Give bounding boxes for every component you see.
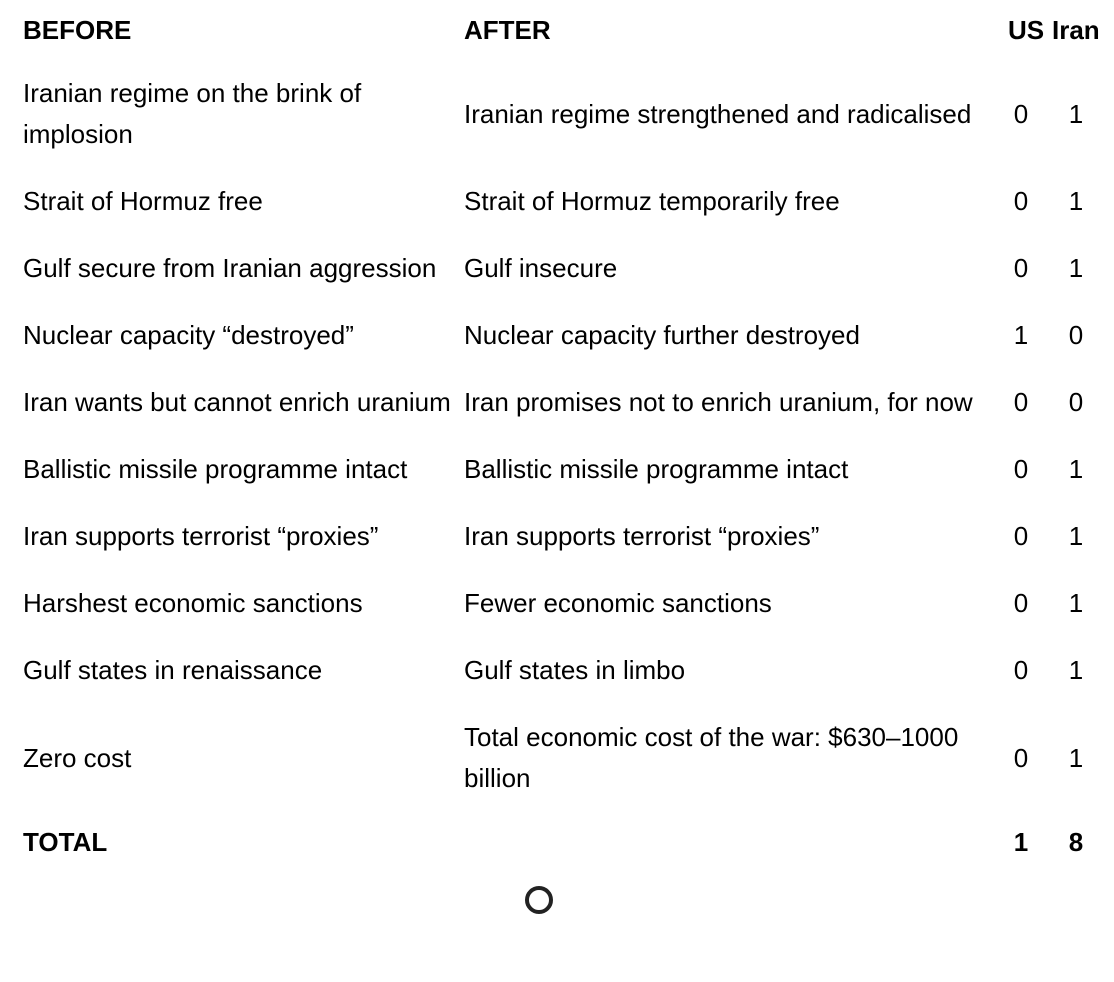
before-cell: Harshest economic sanctions — [23, 588, 363, 618]
total-row — [12, 812, 1106, 873]
header-iran: Iran — [1052, 14, 1100, 45]
comparison-table — [12, 0, 1106, 873]
after-cell: Strait of Hormuz temporarily free — [464, 186, 840, 216]
before-cell: Nuclear capacity “destroyed” — [23, 320, 354, 350]
circle-cursor-icon — [525, 886, 553, 914]
header-before: BEFORE — [23, 14, 132, 45]
iran-score-cell: 0 — [1068, 387, 1084, 417]
after-cell: Iran promises not to enrich uranium, for now — [464, 387, 973, 417]
before-cell: Gulf secure from Iranian aggression — [23, 253, 437, 283]
us-score-cell: 0 — [1013, 454, 1029, 484]
us-score-cell: 0 — [1013, 253, 1029, 283]
before-cell: Iran wants but cannot enrich uranium — [23, 387, 451, 417]
before-cell: Iran supports terrorist “proxies” — [23, 521, 379, 551]
after-cell: Total economic cost of the war: $630–1000 billion — [464, 722, 959, 793]
us-score-cell: 0 — [1013, 521, 1029, 551]
header-us: US — [1008, 14, 1045, 45]
table-row — [12, 60, 1106, 168]
after-cell: Nuclear capacity further destroyed — [464, 320, 860, 350]
table-row — [12, 503, 1106, 570]
table-row — [12, 168, 1106, 235]
after-cell: Fewer economic sanctions — [464, 588, 772, 618]
iran-score-cell: 1 — [1068, 742, 1084, 773]
iran-score-cell: 1 — [1068, 253, 1084, 283]
us-score-cell: 0 — [1013, 98, 1029, 129]
iran-score-cell: 1 — [1068, 521, 1084, 551]
iran-score-cell: 1 — [1068, 655, 1084, 685]
us-score-cell: 0 — [1013, 742, 1029, 773]
after-cell: Iran supports terrorist “proxies” — [464, 521, 820, 551]
total-label: TOTAL — [23, 827, 108, 857]
before-cell: Zero cost — [23, 742, 132, 773]
us-score-cell: 0 — [1013, 387, 1029, 417]
us-score-cell: 0 — [1013, 655, 1029, 685]
header-row — [12, 0, 1106, 60]
total-iran-score: 8 — [1068, 827, 1084, 857]
before-cell: Strait of Hormuz free — [23, 186, 263, 216]
table-row — [12, 235, 1106, 302]
iran-score-cell: 1 — [1068, 588, 1084, 618]
table-row — [12, 704, 1106, 812]
before-cell: Gulf states in renaissance — [23, 655, 323, 685]
iran-score-cell: 1 — [1068, 454, 1084, 484]
iran-score-cell: 1 — [1068, 186, 1084, 216]
us-score-cell: 0 — [1013, 588, 1029, 618]
before-cell: Ballistic missile programme intact — [23, 454, 408, 484]
table-row — [12, 369, 1106, 436]
table-row — [12, 302, 1106, 369]
after-cell: Gulf states in limbo — [464, 655, 686, 685]
after-cell: Ballistic missile programme intact — [464, 454, 849, 484]
before-cell: Iranian regime on the brink of implosion — [23, 78, 362, 149]
total-us-score: 1 — [1013, 827, 1029, 857]
table-row — [12, 570, 1106, 637]
us-score-cell: 0 — [1013, 186, 1029, 216]
table-row — [12, 436, 1106, 503]
us-score-cell: 1 — [1013, 320, 1029, 350]
header-after: AFTER — [464, 14, 551, 45]
total-empty-cell — [453, 812, 996, 873]
after-cell: Gulf insecure — [464, 253, 618, 283]
iran-score-cell: 0 — [1068, 320, 1084, 350]
iran-score-cell: 1 — [1068, 98, 1084, 129]
after-cell: Iranian regime strengthened and radicalised — [464, 98, 972, 129]
table-row — [12, 637, 1106, 704]
